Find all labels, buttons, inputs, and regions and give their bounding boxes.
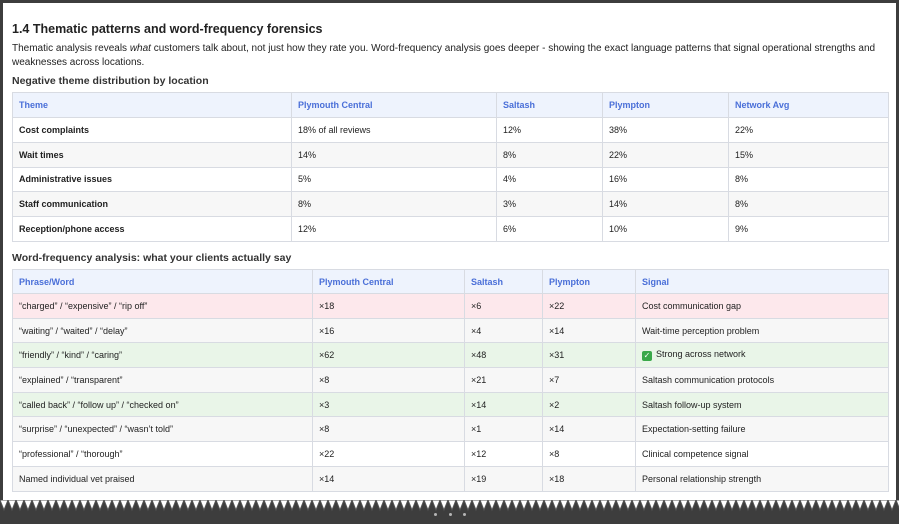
theme-table-title: Negative theme distribution by location: [12, 75, 209, 87]
count-cell: ×3: [313, 392, 465, 417]
value-cell: 16%: [603, 167, 729, 192]
value-cell: 5%: [292, 167, 497, 192]
intro-text-end: customers talk about, not just how they rate you. Word-frequency analysis goes deeper - showing the exact language patterns that signal operational strengths and weaknesses across locations.: [12, 43, 876, 68]
value-cell: 14%: [603, 192, 729, 217]
value-cell: 8%: [292, 192, 497, 217]
count-cell: ×14: [465, 392, 543, 417]
column-header-theme: Theme: [13, 93, 292, 118]
value-cell: 10%: [603, 217, 729, 242]
theme-cell: Administrative issues: [13, 167, 292, 192]
table-row: [13, 466, 889, 491]
count-cell: ×48: [465, 343, 543, 368]
count-cell: ×6: [465, 294, 543, 319]
count-cell: ×16: [313, 318, 465, 343]
signal-cell: Wait-time perception problem: [636, 318, 889, 343]
check-mark-icon: ✓: [643, 351, 651, 361]
value-cell: 15%: [729, 142, 889, 167]
table-header-row: [13, 93, 889, 118]
count-cell: ×18: [313, 294, 465, 319]
value-cell: 18% of all reviews: [292, 118, 497, 143]
table-row: [13, 142, 889, 167]
theme-cell: Staff communication: [13, 192, 292, 217]
column-header-phrase: Phrase/Word: [13, 270, 313, 294]
count-cell: ×7: [543, 368, 636, 393]
value-cell: 12%: [497, 118, 603, 143]
more-content-indicator: [434, 513, 466, 519]
table-row: [13, 192, 889, 217]
signal-cell: Saltash communication protocols: [636, 368, 889, 393]
theme-cell: Reception/phone access: [13, 217, 292, 242]
value-cell: 8%: [497, 142, 603, 167]
count-cell: ×14: [543, 417, 636, 442]
column-header-plympton: Plympton: [603, 93, 729, 118]
theme-cell: Cost complaints: [13, 118, 292, 143]
count-cell: ×19: [465, 466, 543, 491]
word-frequency-table: [12, 269, 889, 492]
value-cell: 38%: [603, 118, 729, 143]
value-cell: 8%: [729, 192, 889, 217]
column-header-saltash: Saltash: [465, 270, 543, 294]
table-row: [13, 118, 889, 143]
value-cell: 14%: [292, 142, 497, 167]
column-header-plymouth-central: Plymouth Central: [292, 93, 497, 118]
signal-cell: Personal relationship strength: [636, 466, 889, 491]
dot: [434, 513, 437, 516]
phrase-cell: “explained” / “transparent”: [13, 368, 313, 393]
signal-text: Strong across network: [656, 349, 746, 360]
torn-page-edge: [0, 500, 899, 512]
count-cell: ×62: [313, 343, 465, 368]
count-cell: ×8: [313, 368, 465, 393]
table-row: [13, 368, 889, 393]
dot: [463, 513, 466, 516]
signal-cell: Cost communication gap: [636, 294, 889, 319]
value-cell: 6%: [497, 217, 603, 242]
section-intro: [12, 42, 886, 69]
phrase-cell: “friendly” / “kind” / “caring”: [13, 343, 313, 368]
value-cell: 4%: [497, 167, 603, 192]
count-cell: ×22: [313, 442, 465, 467]
section-title: 1.4 Thematic patterns and word-frequency forensics: [12, 22, 323, 36]
value-cell: 9%: [729, 217, 889, 242]
table-header-row: [13, 270, 889, 294]
phrase-cell: “charged” / “expensive” / “rip off”: [13, 294, 313, 319]
column-header-plympton: Plympton: [543, 270, 636, 294]
count-cell: ×4: [465, 318, 543, 343]
value-cell: 22%: [603, 142, 729, 167]
count-cell: ×22: [543, 294, 636, 319]
count-cell: ×8: [543, 442, 636, 467]
phrase-cell: “waiting” / “waited” / “delay”: [13, 318, 313, 343]
phrase-cell: “professional” / “thorough”: [13, 442, 313, 467]
intro-emphasis: what: [129, 43, 151, 54]
count-cell: ×2: [543, 392, 636, 417]
column-header-network-avg: Network Avg: [729, 93, 889, 118]
document-page: [3, 3, 896, 500]
signal-cell: Expectation-setting failure: [636, 417, 889, 442]
count-cell: ×14: [543, 318, 636, 343]
dot: [449, 513, 452, 516]
count-cell: ×18: [543, 466, 636, 491]
value-cell: 12%: [292, 217, 497, 242]
signal-cell: [636, 343, 889, 368]
phrase-cell: “surprise” / “unexpected” / “wasn’t told”: [13, 417, 313, 442]
table-row: [13, 392, 889, 417]
signal-cell: Saltash follow-up system: [636, 392, 889, 417]
table-row: [13, 343, 889, 368]
column-header-signal: Signal: [636, 270, 889, 294]
count-cell: ×14: [313, 466, 465, 491]
count-cell: ×21: [465, 368, 543, 393]
theme-distribution-table: [12, 92, 889, 242]
phrase-cell: “called back” / “follow up” / “checked on”: [13, 392, 313, 417]
count-cell: ×8: [313, 417, 465, 442]
signal-cell: Clinical competence signal: [636, 442, 889, 467]
count-cell: ×1: [465, 417, 543, 442]
phrase-cell: Named individual vet praised: [13, 466, 313, 491]
count-cell: ×31: [543, 343, 636, 368]
table-row: [13, 167, 889, 192]
count-cell: ×12: [465, 442, 543, 467]
value-cell: 22%: [729, 118, 889, 143]
word-table-title: Word-frequency analysis: what your clients actually say: [12, 252, 292, 264]
column-header-plymouth-central: Plymouth Central: [313, 270, 465, 294]
theme-cell: Wait times: [13, 142, 292, 167]
table-row: [13, 442, 889, 467]
intro-text-start: Thematic analysis reveals: [12, 43, 130, 54]
table-row: [13, 217, 889, 242]
value-cell: 3%: [497, 192, 603, 217]
table-row: [13, 294, 889, 319]
table-row: [13, 417, 889, 442]
column-header-saltash: Saltash: [497, 93, 603, 118]
value-cell: 8%: [729, 167, 889, 192]
table-row: [13, 318, 889, 343]
